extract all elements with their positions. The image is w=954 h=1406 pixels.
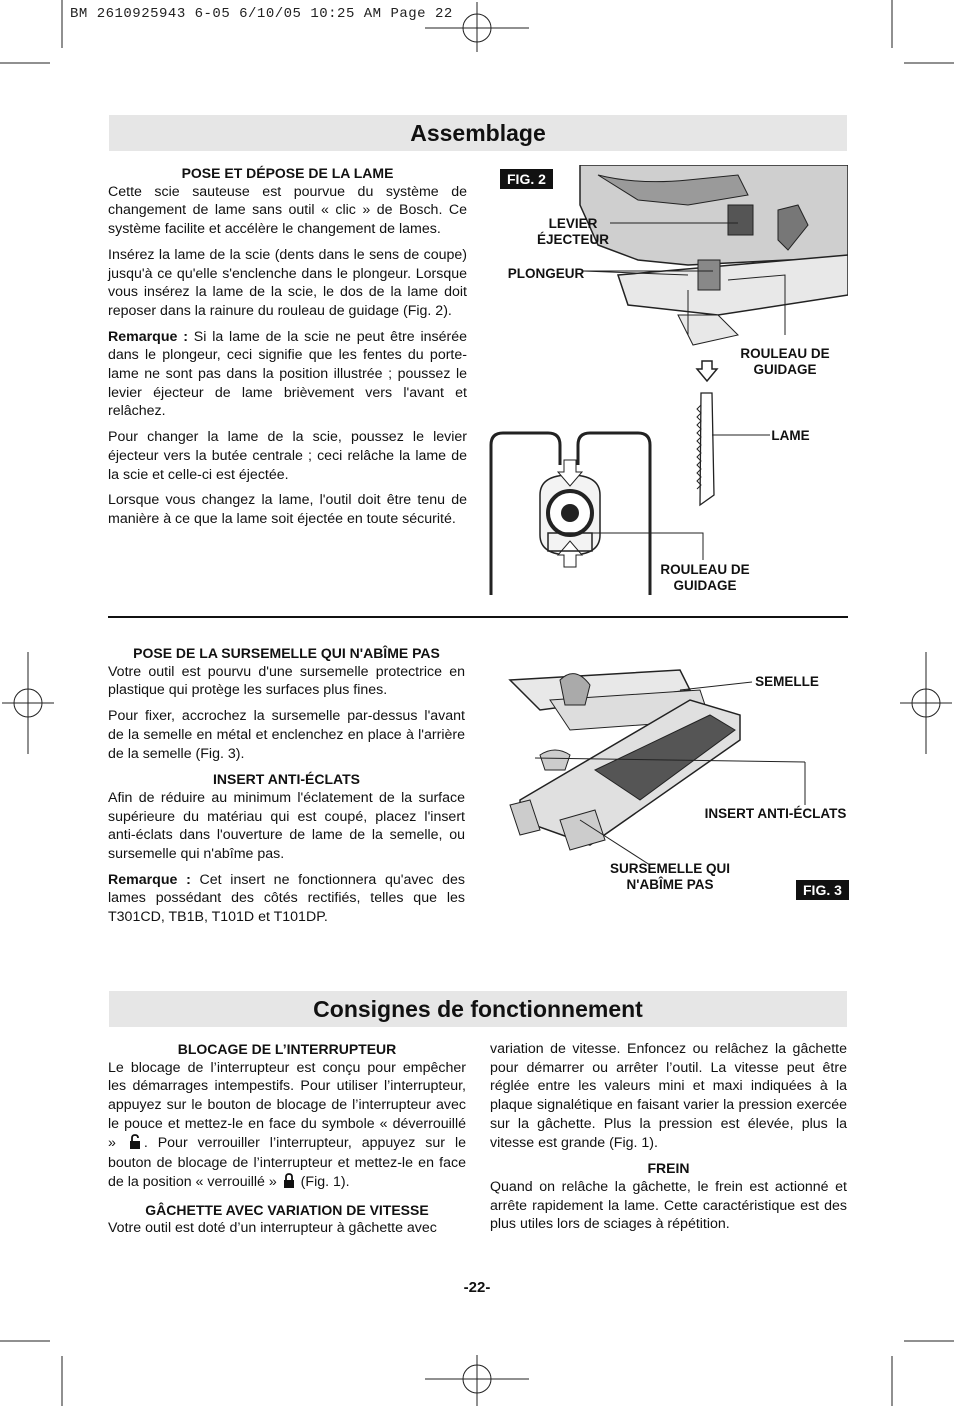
label-insert-anti-eclats: INSERT ANTI-ÉCLATS: [704, 806, 847, 821]
paragraph: Quand on relâche la gâchette, le frein est actionné et arrête rapidement la lame. Cette caractéristique est des plus utiles lors de sciages à répétition.: [490, 1178, 847, 1233]
blocage-text-a: Le blocage de l’interrupteur est conçu pour empêcher les démarrages intempestifs. Pour utiliser l’interrupteur, appuyez sur le bouton de blocage de l’interrupteur avec le pouce et mettez-le en face du symbole « déverrouillé »: [108, 1059, 466, 1151]
fig3-leaders: [500, 660, 850, 870]
section-divider: [108, 616, 848, 618]
section-heading: FREIN: [647, 1160, 690, 1177]
label-rouleau-guidage: ROULEAU DE GUIDAGE: [740, 346, 830, 377]
note-label: Remarque :: [108, 871, 191, 888]
consignes-right-column: [490, 1040, 847, 1241]
blocage-text-b: . Pour verrouiller l’interrupteur, appuyez sur le bouton de blocage de l’interrupteur et mettez-le en face de la position « verrouillé »: [108, 1134, 466, 1190]
note-label: Remarque :: [108, 328, 188, 345]
label-semelle: SEMELLE: [755, 674, 819, 689]
note-text: Si la lame de la scie ne peut être insérée dans le plongeur, ceci signifie que les fentes du porte-lame ne sont pas dans la position illustrée ; poussez le levier éjecteur de lame brièvement vers l'avant et relâchez.: [108, 328, 467, 420]
unlock-icon: [129, 1134, 141, 1155]
lock-icon: [283, 1173, 295, 1194]
fig2-tag: FIG. 2: [500, 169, 553, 189]
paragraph: Votre outil est doté d’un interrupteur à gâchette avec: [108, 1220, 437, 1237]
paragraph: Pour changer la lame de la scie, poussez le levier éjecteur vers la butée centrale ; ceci relâche la lame de la scie et celle-ci est éjectée.: [108, 429, 467, 483]
section-title-consignes: Consignes de fonctionnement: [109, 991, 847, 1027]
page-number: -22-: [463, 1279, 491, 1296]
note-paragraph: [108, 328, 467, 422]
section-heading: POSE DE LA SURSEMELLE QUI N'ABÎME PAS: [133, 645, 440, 661]
section-heading: GÂCHETTE AVEC VARIATION DE VITESSE: [145, 1201, 429, 1218]
paragraph: Votre outil est pourvu d'une sursemelle protectrice en plastique qui protège les surfaces plus fines.: [108, 663, 465, 699]
blade-change-section: [108, 164, 467, 536]
paragraph: Insérez la lame de la scie (dents dans le sens de coupe) jusqu'à ce qu'elle s'enclenche dans le plongeur. Lorsque vous insérez la lame de la scie, le dos de la lame doit reposer dans la rainure du rouleau de guidage (Fig. 2).: [108, 246, 467, 319]
paragraph: Pour fixer, accrochez la sursemelle par-dessus l'avant de la semelle en métal et enclenchez en place à l'arrière de la semelle (Fig. 3).: [108, 708, 465, 762]
section-heading: POSE ET DÉPOSE DE LA LAME: [181, 165, 394, 181]
paragraph: Cette scie sauteuse est pourvue du système de changement de lame sans outil « clic » de Bosch. Ce système facilite et accélère le changement de lames.: [108, 183, 467, 238]
paragraph: [108, 1059, 466, 1194]
section-title-assemblage: Assemblage: [109, 115, 847, 151]
label-rouleau-guidage-inset: ROULEAU DE GUIDAGE: [660, 562, 750, 593]
label-levier-ejecteur: LEVIER ÉJECTEUR: [536, 216, 609, 247]
fig3-tag: FIG. 3: [796, 880, 849, 900]
paragraph: Afin de réduire au minimum l'éclatement de la surface supérieure du matériau qui est coupé, placez l'insert anti-éclats dans l'ouverture de lame de la semelle, ou sursemelle qui n'abîme pas.: [108, 789, 465, 863]
print-header: BM 2610925943 6-05 6/10/05 10:25 AM Page 22: [70, 6, 453, 22]
blocage-text-c: (Fig. 1).: [296, 1173, 350, 1190]
label-lame: LAME: [771, 428, 810, 443]
section-heading: BLOCAGE DE L’INTERRUPTEUR: [177, 1041, 397, 1057]
paragraph: variation de vitesse. Enfoncez ou relâchez la gâchette pour démarrer ou arrêter l’outil. La vitesse peut être réglée entre les valeurs mini et maxi indiquées à la plaque signalétique en faisant varier la pression exercée sur la gâchette. Plus la pression est élevée, plus la vitesse est grande (Fig. 1).: [490, 1041, 847, 1151]
label-sursemelle: SURSEMELLE QUI N'ABÎME PAS: [609, 861, 730, 892]
note-text: Cet insert ne fonctionnera qu'avec des lames possédant des côtés rectifiés, telles que les T301CD, TB1B, T101D et T101DP.: [108, 871, 465, 926]
section-heading: INSERT ANTI-ÉCLATS: [213, 771, 360, 788]
base-cover-section: [108, 644, 465, 934]
paragraph: Lorsque vous changez la lame, l'outil doit être tenu de manière à ce que la lame soit éjectée en toute sécurité.: [108, 492, 467, 527]
note-paragraph: [108, 871, 465, 927]
consignes-left-column: [108, 1040, 466, 1245]
label-plongeur: PLONGEUR: [507, 266, 585, 281]
